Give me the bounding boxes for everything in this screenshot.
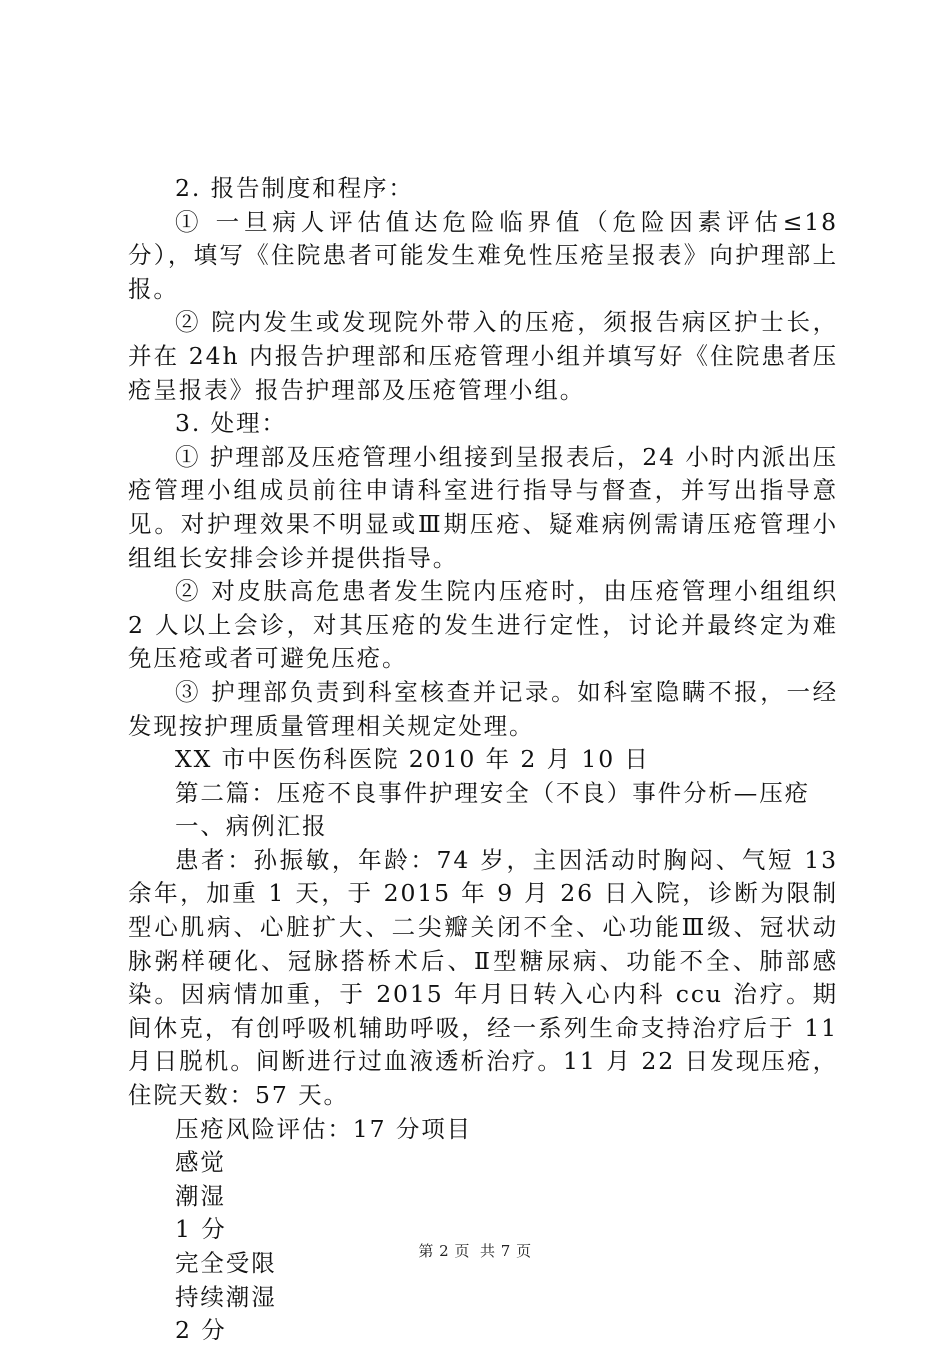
paragraph: 患者：孙振敏，年龄：74 岁，主因活动时胸闷、气短 13 余年，加重 1 天，于 2015 年 9 月 26 日入院，诊断为限制型心肌病、心脏扩大、二尖瓣关闭不全、心功能Ⅲ级、冠状动脉粥样硬化、冠脉搭桥术后、Ⅱ型糖尿病、功能不全、肺部感染。因病情加重，于 2015 年月日转入心内科 ccu 治疗。期间休克，有创呼吸机辅助呼吸，经一系列生命支持治疗后于 11 月日脱机。间断进行过血液透析治疗。11 月 22 日发现压疮，住院天数：57 天。 — [128, 845, 838, 1110]
section-heading-case-report: 一、病例汇报 — [175, 812, 328, 841]
list-item: 潮湿 — [175, 1181, 226, 1210]
chapter-title: 第二篇：压疮不良事件护理安全（不良）事件分析—压疮 — [175, 778, 810, 807]
page-footer — [0, 1240, 950, 1261]
list-item: 1 分 — [175, 1215, 227, 1244]
list-item: 压疮风险评估：17 分项目 — [175, 1114, 473, 1143]
paragraph: ③ 护理部负责到科室核查并记录。如科室隐瞒不报，一经发现按护理质量管理相关规定处理。 — [128, 677, 838, 740]
list-item: 完全受限 — [175, 1249, 277, 1277]
section-heading-handling: 3. 处理： — [175, 409, 287, 438]
paragraph: ① 护理部及压疮管理小组接到呈报表后，24 小时内派出压疮管理小组成员前往申请科室进行指导与督查，并写出指导意见。对护理效果不明显或Ⅲ期压疮、疑难病例需请压疮管理小组组长安排会诊并提供指导。 — [128, 442, 838, 572]
paragraph: ② 对皮肤高危患者发生院内压疮时，由压疮管理小组组织 2 人以上会诊，对其压疮的发生进行定性，讨论并最终定为难免压疮或者可避免压疮。 — [128, 577, 838, 673]
list-item: 持续潮湿 — [175, 1282, 277, 1311]
signature-line: XX 市中医伤科医院 2010 年 2 月 10 日 — [175, 745, 650, 774]
paragraph: ① 一旦病人评估值达危险临界值（危险因素评估≤18 分），填写《住院患者可能发生难免性压疮呈报表》向护理部上报。 — [128, 207, 838, 303]
list-item: 感觉 — [175, 1148, 226, 1177]
page-total: 共 7 页 — [480, 1242, 532, 1260]
document-body — [128, 172, 838, 1348]
list-item: 2 分 — [175, 1316, 227, 1345]
page-number: 第 2 页 — [418, 1242, 470, 1260]
paragraph: ② 院内发生或发现院外带入的压疮，须报告病区护士长，并在 24h 内报告护理部和压疮管理小组并填写好《住院患者压疮呈报表》报告护理部及压疮管理小组。 — [128, 308, 838, 404]
section-heading-reporting: 2. 报告制度和程序： — [175, 174, 414, 202]
